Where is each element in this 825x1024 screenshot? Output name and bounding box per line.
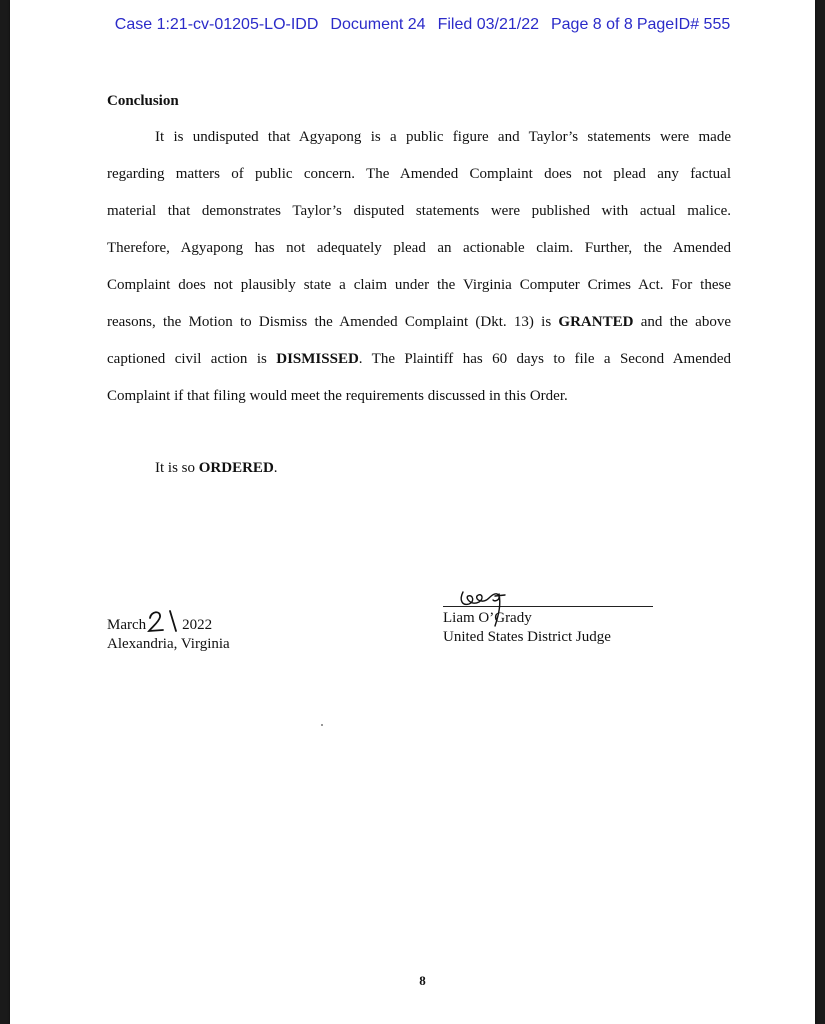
page-count: Page 8 of 8 (550, 16, 633, 33)
line-text: regarding matters of public concern. The Amended Complaint does not plead any factual (107, 166, 731, 182)
line-segment: captioned civil action is (107, 351, 277, 367)
line-text: Therefore, Agyapong has not adequately plead an actionable claim. Further, the Amended (107, 240, 731, 256)
paragraph-line (107, 124, 731, 161)
judge-block (443, 609, 611, 647)
line-text: material that demonstrates Taylor’s disputed statements were published with actual malice. (107, 203, 731, 219)
ordered-text: ORDERED (198, 460, 274, 476)
location: Alexandria, Virginia (107, 636, 230, 652)
line-segment: reasons, the Motion to Dismiss the Amended Complaint (Dkt. 13) is (107, 314, 559, 330)
line-text (107, 309, 731, 346)
filed-date: Filed 03/21/22 (437, 16, 539, 33)
date-month: March (107, 617, 147, 633)
dismissed-text: DISMISSED (276, 351, 359, 367)
case-number: Case 1:21-cv-01205-LO-IDD (114, 16, 319, 33)
line-text: It is undisputed that Agyapong is a public figure and Taylor’s statements were made (155, 129, 731, 145)
handwritten-day (146, 609, 182, 633)
date-year: 2022 (182, 617, 213, 633)
page-id: PageID# 555 (636, 16, 731, 33)
date-line (107, 609, 230, 635)
order-statement (155, 460, 278, 477)
judge-title: United States District Judge (443, 629, 611, 645)
filing-header (10, 16, 825, 34)
paragraph-line (107, 383, 731, 420)
line-text: Complaint does not plausibly state a claim under the Virginia Computer Crimes Act. For these (107, 277, 731, 293)
conclusion-paragraph (107, 124, 731, 420)
line-segment: and the above (633, 314, 731, 330)
paragraph-line (107, 272, 731, 309)
page-number: 8 (419, 973, 426, 988)
paragraph-line (107, 198, 731, 235)
order-prefix: It is so (155, 460, 199, 476)
document-number: Document 24 (330, 16, 426, 33)
judge-name: Liam O’Grady (443, 610, 532, 626)
date-location-block (107, 609, 230, 654)
line-text: Complaint if that filing would meet the requirements discussed in this Order. (107, 388, 568, 404)
order-suffix: . (273, 460, 278, 476)
line-text (107, 346, 731, 383)
line-segment: . The Plaintiff has 60 days to file a Second Amended (358, 351, 732, 367)
paragraph-line (107, 235, 731, 272)
document-page (10, 0, 815, 1024)
section-heading: Conclusion (107, 93, 179, 109)
paragraph-line (107, 346, 731, 383)
paragraph-line (107, 161, 731, 198)
granted-text: GRANTED (558, 314, 634, 330)
speck (321, 724, 323, 726)
paragraph-line (107, 309, 731, 346)
